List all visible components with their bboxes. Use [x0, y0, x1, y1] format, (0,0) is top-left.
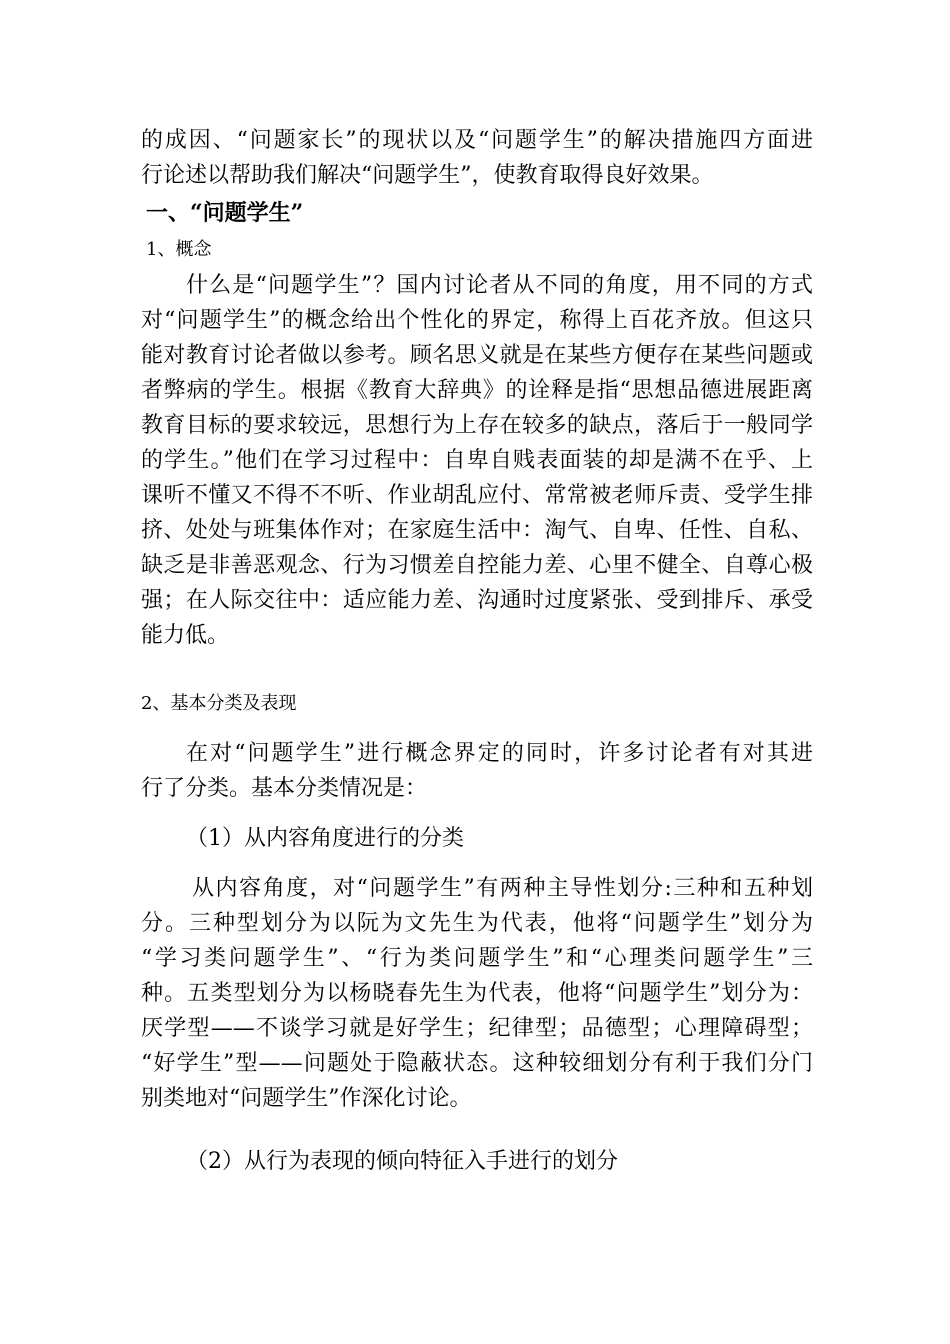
paragraph-line: 缺乏是非善恶观念、行为习惯差自控能力差、心里不健全、自尊心极	[141, 553, 813, 578]
paragraph-line: 什么是“问题学生”？国内讨论者从不同的角度，用不同的方式	[186, 273, 813, 298]
intro-line-1: 的成因、“问题家长”的现状以及“问题学生”的解决措施四方面进	[141, 128, 813, 153]
paragraph-line: 厌学型——不谈学习就是好学生；纪律型；品德型；心理障碍型；	[141, 1016, 813, 1041]
paragraph-line: 行了分类。基本分类情况是：	[141, 776, 428, 801]
paragraph-line: 从内容角度，对“问题学生”有两种主导性划分:三种和五种划	[192, 876, 813, 901]
paragraph-line: 挤、处处与班集体作对；在家庭生活中：淘气、自卑、任性、自私、	[141, 518, 813, 543]
paragraph-line: 别类地对“问题学生”作深化讨论。	[141, 1086, 472, 1111]
paragraph-line: “好学生”型——问题处于隐蔽状态。这种较细划分有利于我们分门	[141, 1051, 813, 1076]
item-heading-content-classification: （1）从内容角度进行的分类	[186, 826, 464, 851]
paragraph-line: 对“问题学生”的概念给出个性化的界定，称得上百花齐放。但这只	[141, 308, 813, 333]
paragraph-line: 能力低。	[141, 623, 230, 648]
paragraph-line: “学习类问题学生”、“行为类问题学生”和“心理类问题学生”三	[141, 946, 813, 971]
paragraph-line: 能对教育讨论者做以参考。顾名思义就是在某些方便存在某些问题或	[141, 343, 813, 368]
section-heading: 一、“问题学生”	[146, 200, 304, 226]
paragraph-line: 教育目标的要求较远，思想行为上存在较多的缺点，落后于一般同学	[141, 413, 813, 438]
paragraph-line: 种。五类型划分为以杨晓春先生为代表，他将“问题学生”划分为：	[141, 981, 813, 1006]
paragraph-line: 的学生。”他们在学习过程中：自卑自贱表面装的却是满不在乎、上	[141, 448, 813, 473]
item-heading-behavior-classification: （2）从行为表现的倾向特征入手进行的划分	[186, 1149, 618, 1174]
paragraph-line: 者弊病的学生。根据《教育大辞典》的诠释是指“思想品德进展距离	[141, 378, 813, 403]
paragraph-line: 强；在人际交往中：适应能力差、沟通时过度紧张、受到排斥、承受	[141, 588, 813, 613]
intro-line-2: 行论述以帮助我们解决“问题学生”，使教育取得良好效果。	[141, 163, 714, 188]
paragraph-line: 课听不懂又不得不不听、作业胡乱应付、常常被老师斥责、受学生排	[141, 483, 813, 508]
paragraph-line: 分。三种型划分为以阮为文先生为代表，他将“问题学生”划分为	[141, 911, 813, 936]
subsection-heading-classification: 2、基本分类及表现	[141, 693, 297, 714]
paragraph-line: 在对“问题学生”进行概念界定的同时，许多讨论者有对其进	[186, 741, 813, 766]
subsection-heading-concept: 1、概念	[146, 239, 212, 260]
